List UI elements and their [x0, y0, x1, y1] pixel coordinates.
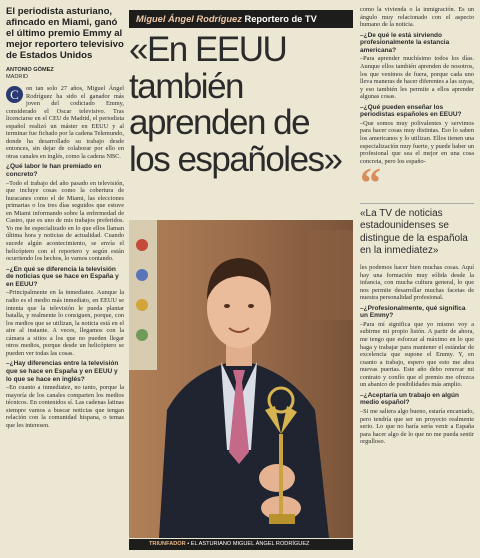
byline-author: ANTONIO GÓMEZ	[6, 67, 54, 73]
answer: –Si me saliera algo bueno, estaría encantado, pero tendría que ser un proyecto realmente serio. Lo que no haría sería venir a España para hacer algo de lo que no me pueda sentir orgulloso.	[360, 408, 474, 446]
answer: –Principalmente en la inmediatez. Aunque la radio es el medio más inmediato, en EEUU se intenta que la televisión le pueda plantar batalla, y realmente lo consiguen, porque, con los medios que se utilizan, la noticia está en el aire al instante. A veces, llegamos con la cámara a sitios a los que no pueden llegar otros medios, porque desde un helicóptero se pueden ver todas las cosas.	[6, 289, 124, 357]
caption-label: TRIUNFADOR	[149, 541, 186, 547]
question: –¿Hay diferencias entre la televisión que se hace en España y en EEUU y lo que se hace en inglés?	[6, 360, 119, 383]
continued-text: les podemos hacer bien muchas cosas. Aquí hay una formación muy sólida desde la infancia, con mucha cultura general, lo que nos permite desarrollar muchas facetas de nuestra personalidad profesional.	[360, 263, 474, 302]
caption-text: • EL ASTURIANO MIGUEL ÁNGEL RODRÍGUEZ	[187, 541, 310, 547]
quote-mark-icon: “	[360, 161, 381, 208]
pull-quote: «La TV de noticias estadounidenses se distingue de la española en la inmediatez»	[360, 203, 474, 257]
byline-place: MADRID	[6, 74, 29, 80]
question: –¿En qué se diferencia la televisión de noticias que se hace en España y en EEUU?	[6, 265, 119, 288]
headline: «En EEUU también aprenden de los españoles»	[129, 30, 342, 179]
center-column	[129, 10, 353, 550]
intro-text: on tan solo 27 años, Miguel Ángel Rodríguez ha sido el ganador más joven del codiciado Emmy, considerado el Oscar televisivo. Tras licenciarse en el CEU de Madrid, el periodista español realizó un máster en EEUU y al terminar fue fichado por la cadena Telemundo, donde ha desarrollado su trabajo desde entonces, sin dejar de colaborar por ello en otras canales en inglés, como la cadena NBC.	[6, 85, 124, 160]
right-column	[360, 6, 474, 554]
question: –¿De qué le está sirviendo profesionalmente la estancia americana?	[360, 31, 450, 54]
continued-text: como la vivienda o la inmigración. Es un ángulo muy relacionado con el aspecto humano de la noticia.	[360, 6, 474, 29]
question: –¿Profesionalmente, qué significa un Emmy?	[360, 304, 466, 320]
answer: –Que somos muy polivalentes y servimos para hacer cosas muy distintas. Eso lo saben los americanos y lo utilizan. Ellos tienen una especialización muy fuerte, y puede haber un profesional que sea el mejor en una cosa concreta, pero los españo-	[360, 119, 474, 165]
answer: –Para mí significa que yo mismo voy a subirme mi propio listón. A partir de ahora, me tengo que esforzar al máximo en lo que haga y trabajar para mantener el estándar de excelencia que supone el Emmy. Y, en cuanto a trabajo, espero que esto me abra nuevas puertas. Este año debo renovar mi contrato y confío que el premio me ofrezca un abanico de posibilidades más amplio.	[360, 320, 474, 389]
photo-caption	[129, 539, 353, 550]
lead-summary: El periodista asturiano, afincado en Miami, ganó el último premio Emmy al mejor reportero televisivo de Estados Unidos	[6, 6, 124, 61]
section-header	[129, 10, 353, 28]
question: ¿Qué labor le han premiado en concreto?	[6, 163, 102, 179]
question: –¿Aceptaría un trabajo en algún medio español?	[360, 391, 459, 407]
header-name: Miguel Ángel Rodríguez	[136, 14, 242, 24]
question: –¿Qué pueden enseñar los periodistas españoles en EEUU?	[360, 103, 462, 119]
portrait-photo	[129, 220, 353, 538]
answer: –Para aprender muchísimo todos los días. Aunque ellos también aprenden de nosotros, los que venimos de fuera, porque cada uno lleva maneras de hacer diferentes a las suyas, y eso también les permite a ellos aprender algunas cosas.	[360, 55, 474, 101]
intro-paragraph	[6, 85, 124, 160]
byline	[6, 67, 124, 81]
portrait-illustration	[129, 220, 353, 538]
answer: –Todo el trabajo del año pasado en televisión, que incluye cosas como la cobertura de huracanes como el de Miami, las elecciones primarias o los tres días seguidos que estuve en Miami informando sobre la enfermedad de Castro, que es uno de mis trabajos preferidos. Yo me he especializado en lo que ellos llaman última hora y noticias de actualidad. Cuando sucede algún acontecimiento, se envía el helicóptero con el reportero y según están ocurriendo los hechos, lo vamos contando.	[6, 179, 124, 263]
dropcap: C	[6, 86, 23, 103]
answer: –En cuanto a inmediatez, no tanto, porque la mayoría de los canales comparten los medios técnicos. En contenidos sí. Las cadenas latinas siempre vamos a buscar noticias que tengan relación con la comunidad hispana, o temas que les interesen.	[6, 384, 124, 429]
header-role: Reportero de TV	[244, 14, 317, 24]
left-column	[6, 6, 124, 554]
